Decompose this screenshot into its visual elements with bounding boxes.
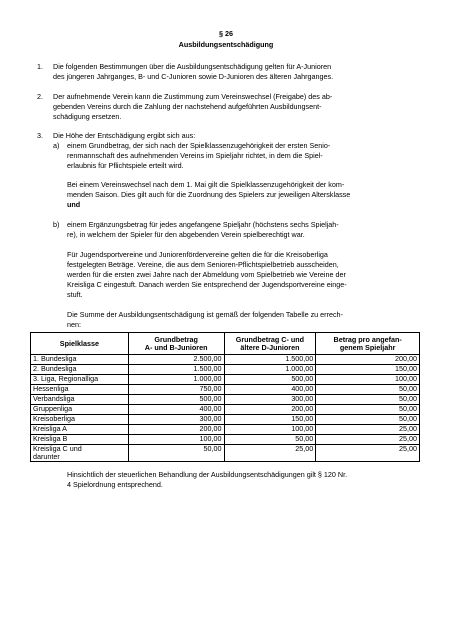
youth-clubs-line: Kreisliga C eingestuft. Danach werden Sie entsprechend der Jugendsportvereine einge- xyxy=(67,280,347,289)
cell-spielklasse: Verbandsliga xyxy=(31,395,129,405)
cell-spielklasse: Hessenliga xyxy=(31,385,129,395)
table-row xyxy=(31,445,420,462)
header-grundbetrag-ab: Grundbetrag A- und B-Junioren xyxy=(128,333,224,355)
cell-spielklasse: Kreisoberliga xyxy=(31,415,129,425)
tax-note-line: Hinsichtlich der steuerlichen Behandlung der Ausbildungsentschädigungen gilt § 120 Nr. xyxy=(67,470,348,479)
cell-grundbetrag-cd: 200,00 xyxy=(224,405,316,415)
cell-grundbetrag-ab: 750,00 xyxy=(128,385,224,395)
cell-betrag-spieljahr: 100,00 xyxy=(316,375,420,385)
item-a-line: erlaubnis für Pflichtspiele erteilt wird. xyxy=(67,161,184,170)
cell-betrag-spieljahr: 25,00 xyxy=(316,445,420,462)
section-title: Ausbildungsentschädigung xyxy=(178,40,274,49)
cell-grundbetrag-ab: 400,00 xyxy=(128,405,224,415)
header-betrag-pro-spieljahr: Betrag pro angefan- genem Spieljahr xyxy=(316,333,420,355)
cell-grundbetrag-ab: 1.000,00 xyxy=(128,375,224,385)
cell-spielklasse: Kreisliga A xyxy=(31,425,129,435)
item-b-marker: b) xyxy=(53,220,60,229)
item-b-line: einem Ergänzungsbetrag für jedes angefangene Spieljahr (höchstens sechs Spieljah- xyxy=(67,220,339,229)
cell-grundbetrag-cd: 100,00 xyxy=(224,425,316,435)
table-row xyxy=(31,395,420,405)
table-row xyxy=(31,415,420,425)
cell-spielklasse: Gruppenliga xyxy=(31,405,129,415)
cell-spielklasse: 1. Bundesliga xyxy=(31,355,129,365)
cell-betrag-spieljahr: 25,00 xyxy=(316,425,420,435)
paragraph-2-number: 2. xyxy=(37,92,43,101)
cell-grundbetrag-cd: 150,00 xyxy=(224,415,316,425)
cell-betrag-spieljahr: 50,00 xyxy=(316,395,420,405)
table-row xyxy=(31,385,420,395)
paragraph-1-line: des jüngeren Jahrganges, B- und C-Junioren sowie D-Junioren des älteren Jahrganges. xyxy=(53,72,334,81)
table-row xyxy=(31,365,420,375)
youth-clubs-line: werden für die ersten zwei Jahre nach der Abmeldung vom Spielbetrieb wie Vereine der xyxy=(67,270,346,279)
table-row xyxy=(31,435,420,445)
youth-clubs-line: festgelegten Beträge. Vereine, die aus dem Senioren-Pflichtspielbetrieb ausscheiden, xyxy=(67,260,339,269)
und-label: und xyxy=(67,200,81,209)
cell-grundbetrag-ab: 100,00 xyxy=(128,435,224,445)
header-spielklasse: Spielklasse xyxy=(31,333,129,355)
table-row xyxy=(31,355,420,365)
cell-betrag-spieljahr: 25,00 xyxy=(316,435,420,445)
paragraph-2-line: gebenden Vereins durch die Zahlung der nachstehend aufgeführten Ausbildungsent- xyxy=(53,102,322,111)
transfer-note-line: Bei einem Vereinswechsel nach dem 1. Mai gilt die Spielklassenzugehörigkeit der kom- xyxy=(67,180,345,189)
cell-grundbetrag-cd: 400,00 xyxy=(224,385,316,395)
section-number: § 26 xyxy=(219,29,233,38)
youth-clubs-line: stuft. xyxy=(67,290,83,299)
cell-spielklasse: 3. Liga, Regionalliga xyxy=(31,375,129,385)
cell-grundbetrag-cd: 1.500,00 xyxy=(224,355,316,365)
cell-grundbetrag-cd: 1.000,00 xyxy=(224,365,316,375)
sum-intro-line: nen: xyxy=(67,320,81,329)
cell-grundbetrag-ab: 1.500,00 xyxy=(128,365,224,375)
table-row xyxy=(31,375,420,385)
paragraph-3-number: 3. xyxy=(37,131,43,140)
sum-intro-line: Die Summe der Ausbildungsentschädigung ist gemäß der folgenden Tabelle zu errech- xyxy=(67,310,343,319)
cell-betrag-spieljahr: 50,00 xyxy=(316,415,420,425)
cell-betrag-spieljahr: 150,00 xyxy=(316,365,420,375)
fee-table xyxy=(30,332,420,462)
table-row xyxy=(31,425,420,435)
cell-betrag-spieljahr: 50,00 xyxy=(316,385,420,395)
cell-grundbetrag-ab: 50,00 xyxy=(128,445,224,462)
cell-grundbetrag-ab: 300,00 xyxy=(128,415,224,425)
item-a-marker: a) xyxy=(53,141,60,150)
cell-grundbetrag-cd: 50,00 xyxy=(224,435,316,445)
cell-grundbetrag-cd: 25,00 xyxy=(224,445,316,462)
paragraph-1-line: Die folgenden Bestimmungen über die Ausbildungsentschädigung gelten für A-Junioren xyxy=(53,62,332,71)
paragraph-1-number: 1. xyxy=(37,62,43,71)
cell-grundbetrag-ab: 2.500,00 xyxy=(128,355,224,365)
paragraph-3-intro: Die Höhe der Entschädigung ergibt sich aus: xyxy=(53,131,196,140)
cell-betrag-spieljahr: 50,00 xyxy=(316,405,420,415)
paragraph-2-line: Der aufnehmende Verein kann die Zustimmung zum Vereinswechsel (Freigabe) des ab- xyxy=(53,92,333,101)
cell-spielklasse: Kreisliga B xyxy=(31,435,129,445)
item-a-line: einem Grundbetrag, der sich nach der Spielklassenzugehörigkeit der ersten Senio- xyxy=(67,141,331,150)
cell-grundbetrag-cd: 300,00 xyxy=(224,395,316,405)
header-grundbetrag-cd: Grundbetrag C- und ältere D-Junioren xyxy=(224,333,316,355)
youth-clubs-line: Für Jugendsportvereine und Juniorenfördervereine gelten die für die Kreisoberliga xyxy=(67,250,328,259)
table-header-row xyxy=(31,333,420,355)
item-a-line: renmannschaft des aufnehmenden Vereins im Spieljahr richtet, in dem die Spiel- xyxy=(67,151,323,160)
cell-grundbetrag-ab: 500,00 xyxy=(128,395,224,405)
transfer-note-line: menden Saison. Dies gilt auch für die Zuordnung des Spielers zur jeweiligen Altersklasse xyxy=(67,190,351,199)
cell-grundbetrag-cd: 500,00 xyxy=(224,375,316,385)
paragraph-2-line: schädigung ersetzen. xyxy=(53,112,122,121)
table-row xyxy=(31,405,420,415)
tax-note-line: 4 Spielordnung entsprechend. xyxy=(67,480,163,489)
item-b-line: re), in welchem der Spieler für den abgebenden Verein spielberechtigt war. xyxy=(67,230,305,239)
cell-grundbetrag-ab: 200,00 xyxy=(128,425,224,435)
cell-betrag-spieljahr: 200,00 xyxy=(316,355,420,365)
cell-spielklasse: Kreisliga C und darunter xyxy=(31,445,129,462)
cell-spielklasse: 2. Bundesliga xyxy=(31,365,129,375)
